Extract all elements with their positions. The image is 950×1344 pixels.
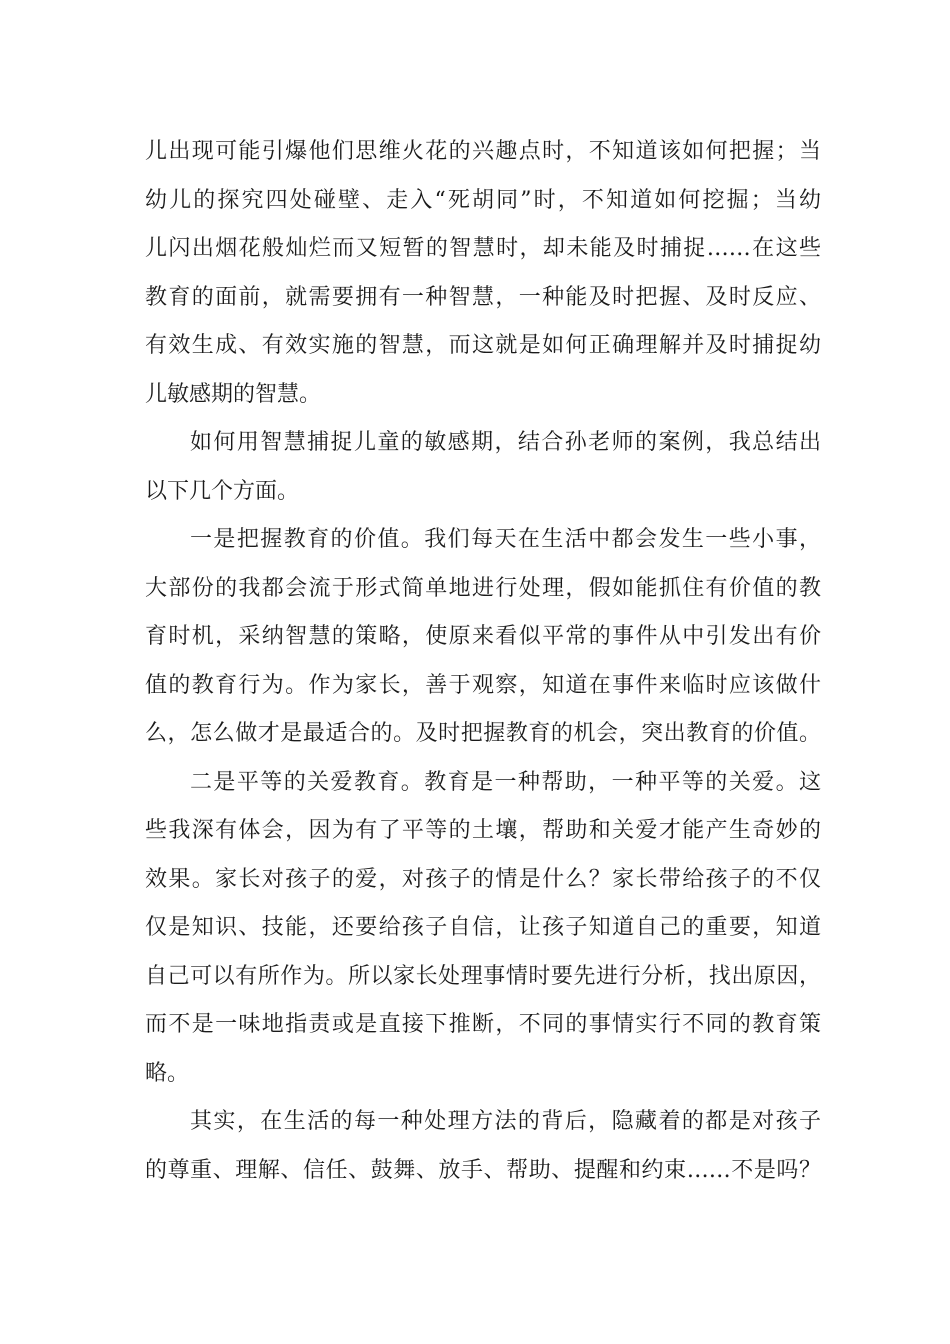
text-line: 以下几个方面。 — [145, 478, 300, 504]
text-line: 幼儿的探究四处碰壁、走入“死胡同”时，不知道如何挖掘；当幼 — [145, 187, 821, 213]
text-line: 大部份的我都会流于形式简单地进行处理，假如能抓住有价值的教 — [145, 575, 821, 601]
document-body-text — [145, 128, 821, 1195]
text-line: 的尊重、理解、信任、鼓舞、放手、帮助、提醒和约束……不是吗？ — [145, 1157, 821, 1183]
text-line: 自己可以有所作为。所以家长处理事情时要先进行分析，找出原因， — [145, 963, 821, 989]
text-line: 儿敏感期的智慧。 — [145, 381, 322, 407]
text-line: 如何用智慧捕捉儿童的敏感期，结合孙老师的案例，我总结出 — [190, 430, 821, 455]
text-line: 其实，在生活的每一种处理方法的背后，隐藏着的都是对孩子 — [190, 1109, 821, 1134]
text-line: 一是把握教育的价值。我们每天在生活中都会发生一些小事， — [190, 527, 821, 552]
text-line: 些我深有体会，因为有了平等的土壤，帮助和关爱才能产生奇妙的 — [145, 818, 821, 843]
text-line: 育时机，采纳智慧的策略，使原来看似平常的事件从中引发出有价 — [145, 624, 821, 649]
text-line: 儿出现可能引爆他们思维火花的兴趣点时，不知道该如何把握；当 — [145, 139, 821, 164]
text-line: 二是平等的关爱教育。教育是一种帮助，一种平等的关爱。这 — [190, 769, 821, 795]
text-line: 略。 — [145, 1060, 190, 1086]
text-line: 值的教育行为。作为家长，善于观察，知道在事件来临时应该做什 — [145, 672, 821, 698]
text-line: 仅是知识、技能，还要给孩子自信，让孩子知道自己的重要，知道 — [145, 915, 821, 940]
text-line: 儿闪出烟花般灿烂而又短暂的智慧时，却未能及时捕捉……在这些 — [145, 236, 821, 261]
text-line: 而不是一味地指责或是直接下推断，不同的事情实行不同的教育策 — [145, 1012, 821, 1037]
text-line: 有效生成、有效实施的智慧，而这就是如何正确理解并及时捕捉幼 — [145, 333, 821, 358]
text-line: 教育的面前，就需要拥有一种智慧，一种能及时把握、及时反应、 — [145, 284, 821, 310]
text-line: 效果。家长对孩子的爱，对孩子的情是什么？家长带给孩子的不仅 — [145, 866, 821, 892]
text-line: 么，怎么做才是最适合的。及时把握教育的机会，突出教育的价值。 — [145, 721, 821, 746]
